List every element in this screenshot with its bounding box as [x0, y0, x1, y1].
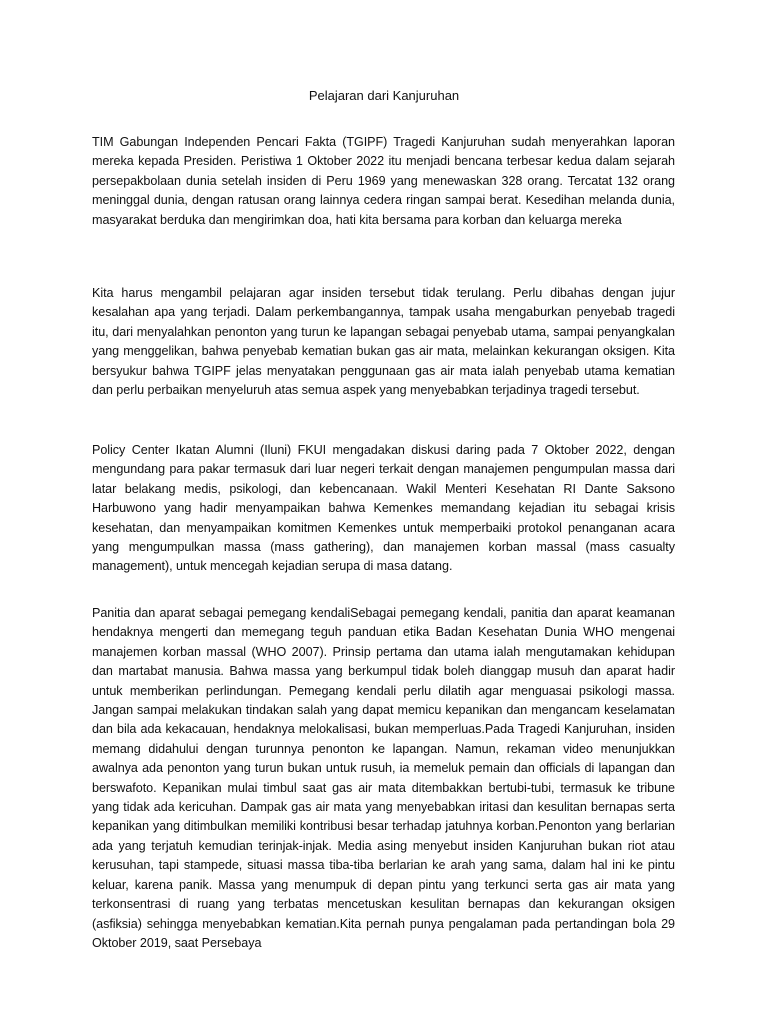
paragraph-2: Kita harus mengambil pelajaran agar insiden tersebut tidak terulang. Perlu dibahas dengan jujur kesalahan apa yang terjadi. Dalam perkembangannya, tampak usaha mengaburkan penyebab tragedi itu, dari menyalahkan penonton yang turun ke lapangan sebagai penyebab utama, sampai penyangkalan yang menggelikan, bahwa penyebab kematian bukan gas air mata, melainkan kekurangan oksigen. Kita bersyukur bahwa TGIPF jelas menyatakan penggunaan gas air mata ialah penyebab utama kematian dan perlu perbaikan menyeluruh atas semua aspek yang menyebabkan terjadinya tragedi tersebut.: [92, 286, 675, 398]
paragraph-4: Panitia dan aparat sebagai pemegang kendaliSebagai pemegang kendali, panitia dan aparat keamanan hendaknya mengerti dan memegang teguh panduan etika Badan Kesehatan Dunia WHO mengenai manajemen korban massal (WHO 2007). Prinsip pertama dan utama ialah mengutamakan kehidupan dan martabat manusia. Bahwa massa yang berkumpul tidak boleh dianggap musuh dan aparat hadir untuk memberikan perlindungan. Pemegang kendali perlu dilatih agar menguasai psikologi massa. Jangan sampai melakukan tindakan salah yang dapat memicu kepanikan dan mengancam keselamatan dan bila ada kekacauan, hendaknya melokalisasi, bukan memperluas.Pada Tragedi Kanjuruhan, insiden memang didahului dengan turunnya penonton ke lapangan. Namun, rekaman video menunjukkan awalnya ada penonton yang turun bukan untuk rusuh, ia memeluk pemain dan officials di lapangan dan berswafoto. Kepanikan mulai timbul saat gas air mata ditembakkan bertubi-tubi, termasuk ke tribune yang tidak ada kericuhan. Dampak gas air mata yang menyebabkan iritasi dan kesulitan bernapas serta kepanikan yang ditimbulkan memiliki kontribusi besar terhadap jatuhnya korban.Penonton yang berlarian ada yang terjatuh kemudian terinjak-injak. Media asing menyebut insiden Kanjuruhan bukan riot atau kerusuhan, tapi stampede, situasi massa tiba-tiba berlarian ke arah yang sama, dalam hal ini ke pintu keluar, karena panik. Massa yang menumpuk di depan pintu yang terkunci serta gas air mata yang terkonsentrasi di ruang yang terbatas mencetuskan kesulitan bernapas dan kekurangan oksigen (asfiksia) sehingga menyebabkan kematian.Kita pernah punya pengalaman pada pertandingan bola 29 Oktober 2019, saat Persebaya: [92, 606, 675, 950]
document-title: Pelajaran dari Kanjuruhan: [308, 88, 460, 103]
paragraph-1: TIM Gabungan Independen Pencari Fakta (TGIPF) Tragedi Kanjuruhan sudah menyerahkan laporan mereka kepada Presiden. Peristiwa 1 Oktober 2022 itu menjadi bencana terbesar kedua dalam sejarah persepakbolaan dunia setelah insiden di Peru 1969 yang menewaskan 328 orang. Tercatat 132 orang meninggal dunia, dengan ratusan orang lainnya cedera ringan sampai berat. Kesedihan melanda dunia, masyarakat berduka dan mengirimkan doa, hati kita bersama para korban dan keluarga mereka: [92, 135, 675, 227]
paragraph-3: Policy Center Ikatan Alumni (Iluni) FKUI mengadakan diskusi daring pada 7 Oktober 2022, dengan mengundang para pakar termasuk dari luar negeri terkait dengan manajemen pengumpulan massa dari latar belakang medis, psikologi, dan kebencanaan. Wakil Menteri Kesehatan RI Dante Saksono Harbuwono yang hadir menyampaikan bahwa Kemenkes memandang kejadian itu sebagai krisis kesehatan, dan menyampaikan komitmen Kemenkes untuk memperbaiki protokol penanganan acara yang mengumpulkan massa (mass gathering), dan manajemen korban massal (mass casualty management), untuk mencegah kejadian serupa di masa datang.: [92, 443, 675, 574]
